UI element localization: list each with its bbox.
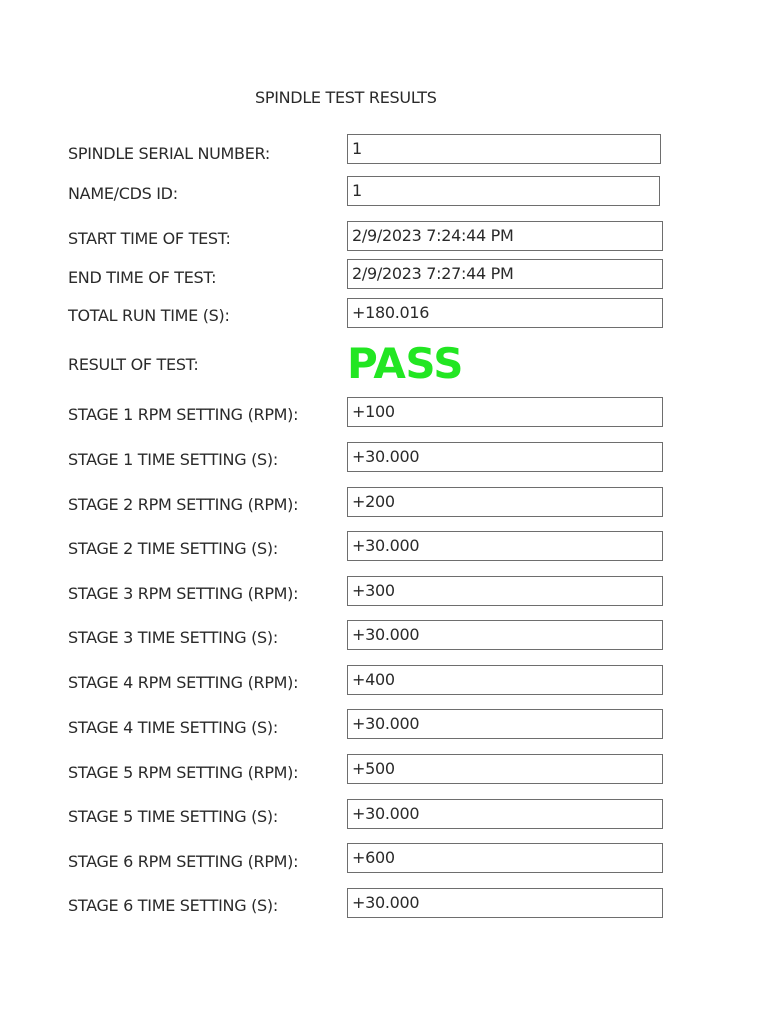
stage5-rpm-field[interactable]: +500 <box>347 754 663 784</box>
result-status: PASS <box>347 339 464 388</box>
stage4-time-label: STAGE 4 TIME SETTING (S): <box>68 718 278 737</box>
start-time-field[interactable]: 2/9/2023 7:24:44 PM <box>347 221 663 251</box>
stage4-rpm-field[interactable]: +400 <box>347 665 663 695</box>
stage5-time-label: STAGE 5 TIME SETTING (S): <box>68 807 278 826</box>
stage1-rpm-field[interactable]: +100 <box>347 397 663 427</box>
name-cds-id-label: NAME/CDS ID: <box>68 184 178 203</box>
stage6-rpm-label: STAGE 6 RPM SETTING (RPM): <box>68 852 299 871</box>
start-time-label: START TIME OF TEST: <box>68 229 231 248</box>
serial-number-field[interactable]: 1 <box>347 134 661 164</box>
stage6-time-label: STAGE 6 TIME SETTING (S): <box>68 896 278 915</box>
stage1-time-field[interactable]: +30.000 <box>347 442 663 472</box>
stage1-rpm-label: STAGE 1 RPM SETTING (RPM): <box>68 405 299 424</box>
stage2-time-field[interactable]: +30.000 <box>347 531 663 561</box>
stage2-time-label: STAGE 2 TIME SETTING (S): <box>68 539 278 558</box>
stage3-time-field[interactable]: +30.000 <box>347 620 663 650</box>
stage4-time-field[interactable]: +30.000 <box>347 709 663 739</box>
stage6-rpm-field[interactable]: +600 <box>347 843 663 873</box>
stage2-rpm-field[interactable]: +200 <box>347 487 663 517</box>
page-title: SPINDLE TEST RESULTS <box>255 88 437 107</box>
stage4-rpm-label: STAGE 4 RPM SETTING (RPM): <box>68 673 299 692</box>
stage5-rpm-label: STAGE 5 RPM SETTING (RPM): <box>68 763 299 782</box>
stage1-time-label: STAGE 1 TIME SETTING (S): <box>68 450 278 469</box>
stage6-time-field[interactable]: +30.000 <box>347 888 663 918</box>
stage3-rpm-field[interactable]: +300 <box>347 576 663 606</box>
stage2-rpm-label: STAGE 2 RPM SETTING (RPM): <box>68 495 299 514</box>
total-run-time-field[interactable]: +180.016 <box>347 298 663 328</box>
end-time-label: END TIME OF TEST: <box>68 268 217 287</box>
serial-number-label: SPINDLE SERIAL NUMBER: <box>68 144 270 163</box>
result-label: RESULT OF TEST: <box>68 355 199 374</box>
stage5-time-field[interactable]: +30.000 <box>347 799 663 829</box>
name-cds-id-field[interactable]: 1 <box>347 176 660 206</box>
total-run-time-label: TOTAL RUN TIME (S): <box>68 306 230 325</box>
stage3-time-label: STAGE 3 TIME SETTING (S): <box>68 628 278 647</box>
end-time-field[interactable]: 2/9/2023 7:27:44 PM <box>347 259 663 289</box>
stage3-rpm-label: STAGE 3 RPM SETTING (RPM): <box>68 584 299 603</box>
